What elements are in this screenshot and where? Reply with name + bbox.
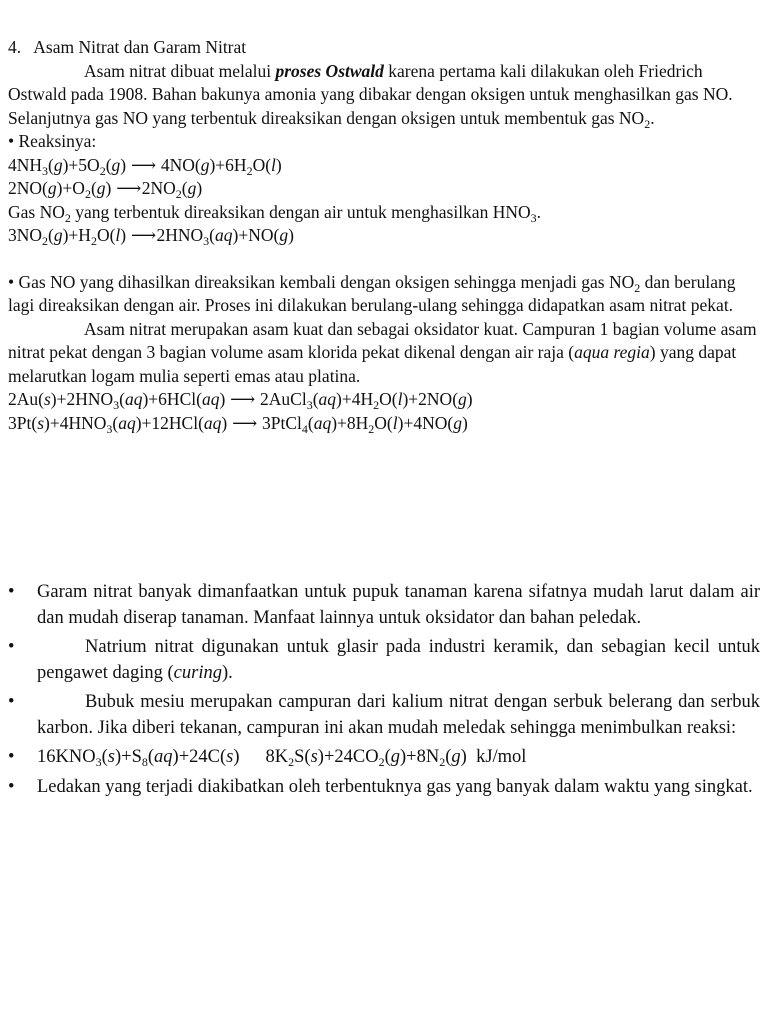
- document-page: [8, 36, 760, 804]
- intro-subscript: 2: [644, 116, 651, 131]
- bullet-icon: •: [8, 692, 15, 712]
- no2-text-start: Gas NO: [8, 201, 65, 222]
- section-heading: [8, 36, 760, 60]
- no2-sentence: [8, 201, 760, 225]
- bullet-icon: •: [8, 747, 15, 767]
- recycle-paragraph: [8, 271, 760, 318]
- reaksi-label: • Reaksinya:: [8, 131, 97, 151]
- spacer: [8, 248, 760, 271]
- recycle-text-end: dan berulang lagi direaksikan dengan air. Proses ini dilakukan berulang-ulang sehingga didapatkan asam nitrat pekat.: [8, 271, 736, 315]
- list-item: [8, 775, 760, 801]
- recycle-subscript: 2: [634, 280, 641, 295]
- intro-text-end: .: [650, 107, 655, 128]
- uses-item-text: Bubuk mesiu merupakan campuran dari kalium nitrat dengan serbuk belerang dan serbuk karbon. Jika diberi tekanan, campuran ini akan mudah meledak sehingga menimbulkan reaksi:: [37, 692, 760, 738]
- equation-ammonia-oxidation: $4NH_3(g)+5O_2(g)$ ⟶ $4NO(g)+6H_2O(l)$: [8, 154, 282, 178]
- recycle-text-start: • Gas NO yang dihasilkan direaksikan kembali dengan oksigen sehingga menjadi gas NO: [8, 271, 635, 292]
- uses-item-text: Garam nitrat banyak dimanfaatkan untuk pupuk tanaman karena sifatnya mudah larut dalam air dan mudah diserap tanaman. Manfaat lainnya untuk oksidator dan bahan peledak.: [37, 582, 760, 628]
- uses-item-text: Ledakan yang terjadi diakibatkan oleh terbentuknya gas yang banyak dalam waktu yang singkat.: [37, 776, 753, 797]
- reaction-arrow: ⟶: [130, 225, 157, 245]
- section-number: 4.: [8, 37, 22, 57]
- aqua-regia-text-end: ) yang dapat melarutkan logam mulia seperti emas atau platina.: [8, 342, 737, 386]
- hno3-subscript: 3: [530, 210, 537, 225]
- blank-space: [8, 435, 760, 580]
- reaction-arrow: ⟶: [230, 389, 256, 409]
- uses-item-text-end: ).: [221, 662, 233, 683]
- reaction-arrow: ⟶: [232, 412, 258, 433]
- equation-gold-dissolution: $2Au(s)+2HNO_3(aq)+6HCl(aq)$ ⟶ $2AuCl_3(aq)+4H_2O(l)+2NO(g)$: [8, 389, 473, 412]
- section-title: Asam Nitrat dan Garam Nitrat: [33, 37, 247, 57]
- intro-text-body: karena pertama kali dilakukan oleh Friedrich Ostwald pada 1908. Bahan bakunya amonia yang dibakar dengan oksigen untuk menghasilkan gas NO. Selanjutnya gas NO yang terbentuk direaksikan dengan oksigen untuk membentuk gas NO: [8, 60, 733, 128]
- no2-subscript: 2: [64, 210, 71, 225]
- equation-hno3-formation: $3NO_2(g)+H_2O(l)$ $⟶2HNO_3(aq)+NO(g)$: [8, 225, 294, 248]
- list-item: [8, 635, 760, 686]
- bullet-icon: •: [8, 776, 15, 797]
- curing-term: curing: [173, 662, 222, 683]
- uses-list: [8, 580, 760, 800]
- proses-ostwald-term: proses Ostwald: [275, 60, 384, 81]
- list-item: [8, 690, 760, 741]
- no2-text-end: .: [536, 201, 541, 222]
- reaction-arrow: ⟶: [116, 178, 142, 198]
- list-item-gunpowder-equation: • $16KNO_3(s)+S_8(aq)+24C(s)$ $8K_2S(s)+24CO_2(g)+8N_2(g)$ kJ/mol: [8, 747, 527, 769]
- no2-text-mid: yang terbentuk direaksikan dengan air untuk menghasilkan HNO: [70, 201, 531, 222]
- uses-item-text: Natrium nitrat digunakan untuk glasir pada industri keramik, dan sebagian kecil untuk pengawet daging (: [37, 637, 760, 683]
- intro-text-start: Asam nitrat dibuat melalui: [84, 60, 276, 81]
- equation-no-oxidation: $2NO(g)+O_2(g)$ $⟶2NO_2(g)$: [8, 178, 203, 201]
- list-item: [8, 580, 760, 631]
- bullet-icon: •: [8, 582, 15, 602]
- bullet-icon: •: [8, 637, 15, 657]
- energy-unit: kJ/mol: [476, 747, 527, 767]
- aqua-regia-text-start: Asam nitrat merupakan asam kuat dan sebagai oksidator kuat. Campuran 1 bagian volume asam nitrat pekat dengan 3 bagian volume asam klorida pekat dikenal dengan air raja (: [8, 318, 757, 362]
- equation-platinum-dissolution: $3Pt(s)+4HNO_3(aq)+12HCl(aq)$ ⟶ $3PtCl_4(aq)+8H_2O(l)+4NO(g)$: [8, 412, 468, 436]
- aqua-regia-paragraph: [8, 318, 760, 389]
- intro-paragraph: [8, 60, 760, 131]
- aqua-regia-term: aqua regia: [574, 342, 650, 362]
- reaction-arrow: ⟶: [130, 154, 157, 175]
